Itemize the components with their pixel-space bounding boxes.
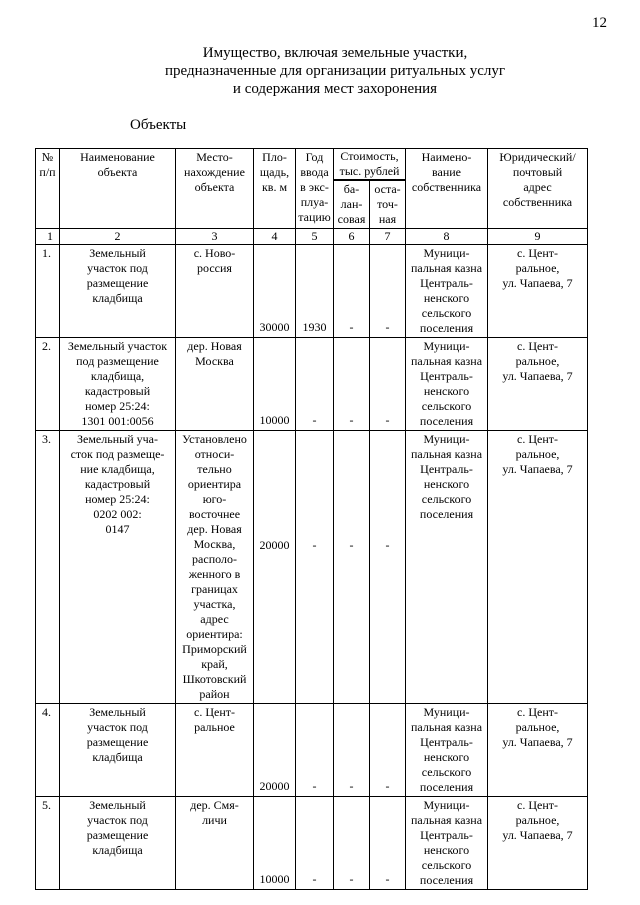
header-line: ная <box>378 212 397 226</box>
address-line: ул. Чапаева, 7 <box>502 735 573 749</box>
address-line: ральное, <box>515 447 560 461</box>
column-number: 9 <box>488 229 588 245</box>
address-cell <box>488 797 588 890</box>
location-line: ориентира: <box>186 627 243 641</box>
owner-line: Муници- <box>423 432 470 446</box>
owner-cell <box>406 338 488 431</box>
owner-line: пальная казна <box>410 813 483 827</box>
column-number: 5 <box>296 229 334 245</box>
object-name-line: Земельный <box>89 246 146 260</box>
location-line: с. Ново- <box>193 246 236 260</box>
row-index: 3. <box>36 431 60 704</box>
column-number: 1 <box>36 229 60 245</box>
object-name-line: под размещение <box>76 354 159 368</box>
title-line: Имущество, включая земельные участки, <box>202 45 468 61</box>
header-line: объекта <box>97 165 138 179</box>
page-number: 12 <box>592 15 607 31</box>
header-line: Юридический/ <box>499 150 576 164</box>
address-line: с. Цент- <box>517 432 558 446</box>
header-number <box>36 149 60 229</box>
owner-line: пальная казна <box>410 354 483 368</box>
header-owner <box>406 149 488 229</box>
area-cell: 20000 <box>254 431 296 704</box>
location-line: участка, <box>193 597 236 611</box>
row-index: 1. <box>36 245 60 338</box>
location-line: личи <box>202 813 227 827</box>
year-cell: - <box>296 338 334 431</box>
owner-line: поселения <box>419 414 474 428</box>
year-cell: - <box>296 431 334 704</box>
table-header-row <box>36 149 588 181</box>
location-line: женного в <box>188 567 241 581</box>
year-cell: - <box>296 704 334 797</box>
owner-line: сельского <box>421 399 472 413</box>
header-year <box>296 149 334 229</box>
owner-line: сельского <box>421 765 472 779</box>
header-line: тацию <box>298 210 331 224</box>
header-line: оста- <box>374 182 401 196</box>
owner-line: ненского <box>423 750 470 764</box>
location-line: ориентира <box>187 477 242 491</box>
residual-cost-cell: - <box>370 797 406 890</box>
header-line: Стоимость, <box>340 149 399 163</box>
header-line: щадь, <box>259 165 290 179</box>
owner-line: поселения <box>419 507 474 521</box>
location-line: адрес <box>200 612 229 626</box>
location-line: дер. Смя- <box>190 798 239 812</box>
objects-table <box>35 148 588 890</box>
object-name-cell <box>60 338 176 431</box>
address-line: с. Цент- <box>517 798 558 812</box>
location-line: дер. Новая <box>187 522 242 536</box>
owner-line: сельского <box>421 306 472 320</box>
object-name-line: Земельный участок <box>67 339 168 353</box>
owner-line: ненского <box>423 384 470 398</box>
location-line: Шкотовский <box>182 672 247 686</box>
object-name-line: кладбища <box>92 291 143 305</box>
owner-line: поселения <box>419 873 474 887</box>
owner-line: ненского <box>423 843 470 857</box>
owner-line: поселения <box>419 780 474 794</box>
object-name-line: ние кладбища, <box>80 462 155 476</box>
residual-cost-cell: - <box>370 245 406 338</box>
object-name-line: 1301 001:0056 <box>81 414 154 428</box>
address-line: ул. Чапаева, 7 <box>502 369 573 383</box>
object-name-line: кадастровый <box>84 477 151 491</box>
location-line: с. Цент- <box>194 705 235 719</box>
object-name-line: размещение <box>86 828 149 842</box>
owner-cell <box>406 245 488 338</box>
header-line: собственника <box>411 180 482 194</box>
header-line: вание <box>432 165 462 179</box>
balance-cost-cell: - <box>334 704 370 797</box>
owner-line: Централь- <box>420 462 473 476</box>
location-line: ральное <box>194 720 235 734</box>
owner-line: Муници- <box>423 705 470 719</box>
owner-line: ненского <box>423 291 470 305</box>
object-name-line: участок под <box>87 813 148 827</box>
header-line: адрес <box>523 180 552 194</box>
column-number: 7 <box>370 229 406 245</box>
owner-line: сельского <box>421 492 472 506</box>
location-cell <box>176 704 254 797</box>
address-line: ральное, <box>515 261 560 275</box>
owner-line: пальная казна <box>410 447 483 461</box>
header-line: ба- <box>343 182 360 196</box>
column-number-row <box>36 229 588 245</box>
header-cost <box>334 149 406 181</box>
header-line: Год <box>305 150 324 164</box>
address-cell <box>488 338 588 431</box>
object-name-line: кадастровый <box>84 384 151 398</box>
address-line: ул. Чапаева, 7 <box>502 462 573 476</box>
column-number: 3 <box>176 229 254 245</box>
owner-line: Централь- <box>420 276 473 290</box>
address-line: с. Цент- <box>517 705 558 719</box>
address-line: ральное, <box>515 354 560 368</box>
object-name-line: кладбища, <box>90 369 145 383</box>
object-name-line: 0147 <box>105 522 130 536</box>
object-name-cell <box>60 797 176 890</box>
address-line: с. Цент- <box>517 246 558 260</box>
column-number: 2 <box>60 229 176 245</box>
row-index: 4. <box>36 704 60 797</box>
location-line: Москва <box>195 354 234 368</box>
residual-cost-cell: - <box>370 431 406 704</box>
owner-cell <box>406 431 488 704</box>
header-line: нахождение <box>184 165 245 179</box>
owner-line: поселения <box>419 321 474 335</box>
title-line: предназначенные для организации ритуальных услуг <box>164 63 506 79</box>
header-location <box>176 149 254 229</box>
location-cell <box>176 338 254 431</box>
owner-line: Централь- <box>420 828 473 842</box>
header-line: плуа- <box>300 195 329 209</box>
row-index: 5. <box>36 797 60 890</box>
address-cell <box>488 431 588 704</box>
table-row <box>36 338 588 431</box>
address-line: ул. Чапаева, 7 <box>502 276 573 290</box>
balance-cost-cell: - <box>334 338 370 431</box>
header-line: лан- <box>340 197 363 211</box>
header-residual-cost <box>370 181 406 229</box>
location-line: Приморский <box>182 642 247 656</box>
header-line: № <box>41 150 54 164</box>
owner-line: пальная казна <box>410 720 483 734</box>
owner-line: Муници- <box>423 246 470 260</box>
location-line: располо- <box>192 552 237 566</box>
balance-cost-cell: - <box>334 797 370 890</box>
owner-line: Централь- <box>420 735 473 749</box>
location-line: район <box>199 687 230 701</box>
header-line: точ- <box>377 197 398 211</box>
table-row <box>36 431 588 704</box>
object-name-line: кладбища <box>92 843 143 857</box>
residual-cost-cell: - <box>370 704 406 797</box>
owner-line: Муници- <box>423 339 470 353</box>
object-name-line: номер 25:24: <box>85 492 150 506</box>
location-cell <box>176 245 254 338</box>
header-line: Пло- <box>262 150 287 164</box>
table-row <box>36 245 588 338</box>
header-object-name <box>60 149 176 229</box>
owner-line: сельского <box>421 858 472 872</box>
header-line: Место- <box>196 150 233 164</box>
header-address <box>488 149 588 229</box>
header-line: в экс- <box>300 180 329 194</box>
location-line: восточнее <box>188 507 241 521</box>
object-name-line: номер 25:24: <box>85 399 150 413</box>
header-line: почтовый <box>512 165 563 179</box>
header-balance-cost <box>334 181 370 229</box>
object-name-line: размещение <box>86 735 149 749</box>
header-line: Наимено- <box>421 150 472 164</box>
column-number: 8 <box>406 229 488 245</box>
location-line: Установлено <box>182 432 247 446</box>
section-heading: Объекты <box>130 117 187 133</box>
location-line: границах <box>191 582 238 596</box>
header-line: тыс. рублей <box>334 164 405 180</box>
address-cell <box>488 245 588 338</box>
location-line: тельно <box>197 462 232 476</box>
location-line: Москва, <box>193 537 236 551</box>
header-line: п/п <box>39 165 56 179</box>
object-name-line: участок под <box>87 720 148 734</box>
header-line: совая <box>337 212 366 226</box>
residual-cost-cell: - <box>370 338 406 431</box>
owner-line: Централь- <box>420 369 473 383</box>
header-line: кв. м <box>261 180 288 194</box>
object-name-line: размещение <box>86 276 149 290</box>
area-cell: 10000 <box>254 338 296 431</box>
location-line: дер. Новая <box>187 339 242 353</box>
owner-line: ненского <box>423 477 470 491</box>
balance-cost-cell: - <box>334 245 370 338</box>
object-name-cell <box>60 245 176 338</box>
title-line: и содержания мест захоронения <box>232 81 438 97</box>
owner-line: пальная казна <box>410 261 483 275</box>
document-title <box>60 44 610 98</box>
table-row <box>36 704 588 797</box>
object-name-line: Земельный <box>89 798 146 812</box>
location-line: край, <box>201 657 228 671</box>
object-name-line: сток под размеще- <box>70 447 165 461</box>
address-line: с. Цент- <box>517 339 558 353</box>
address-line: ральное, <box>515 720 560 734</box>
object-name-line: Земельный <box>89 705 146 719</box>
object-name-line: кладбища <box>92 750 143 764</box>
column-number: 6 <box>334 229 370 245</box>
table-body <box>36 245 588 890</box>
balance-cost-cell: - <box>334 431 370 704</box>
column-number: 4 <box>254 229 296 245</box>
object-name-cell <box>60 431 176 704</box>
object-name-cell <box>60 704 176 797</box>
row-index: 2. <box>36 338 60 431</box>
address-line: ральное, <box>515 813 560 827</box>
header-area <box>254 149 296 229</box>
area-cell: 30000 <box>254 245 296 338</box>
area-cell: 20000 <box>254 704 296 797</box>
table-row <box>36 797 588 890</box>
location-cell <box>176 431 254 704</box>
address-line: ул. Чапаева, 7 <box>502 828 573 842</box>
location-cell <box>176 797 254 890</box>
location-line: юго- <box>202 492 227 506</box>
object-name-line: Земельный уча- <box>77 432 158 446</box>
header-line: собственника <box>502 195 573 209</box>
header-line: Наименование <box>80 150 155 164</box>
location-line: россия <box>197 261 232 275</box>
year-cell: 1930 <box>296 245 334 338</box>
owner-cell <box>406 797 488 890</box>
object-name-line: 0202 002: <box>93 507 142 521</box>
location-line: относи- <box>194 447 235 461</box>
owner-line: Муници- <box>423 798 470 812</box>
year-cell: - <box>296 797 334 890</box>
owner-cell <box>406 704 488 797</box>
object-name-line: участок под <box>87 261 148 275</box>
address-cell <box>488 704 588 797</box>
header-line: объекта <box>194 180 235 194</box>
header-line: ввода <box>300 165 329 179</box>
area-cell: 10000 <box>254 797 296 890</box>
